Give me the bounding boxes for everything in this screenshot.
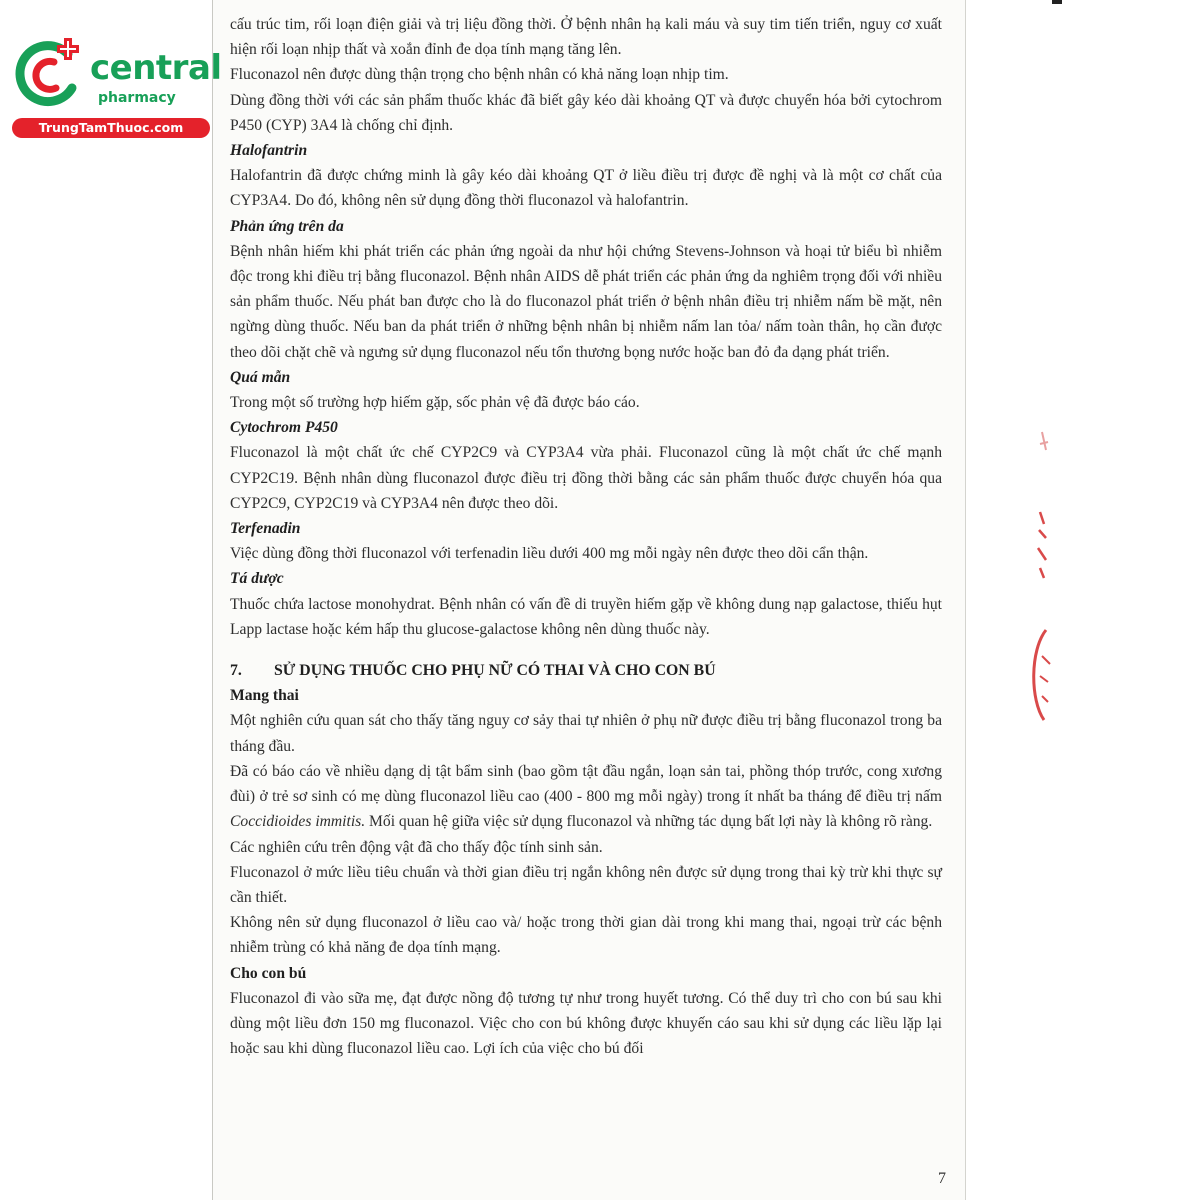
breastfeeding-paragraph: Fluconazol đi vào sữa mẹ, đạt được nồng độ tương tự như trong huyết tương. Có thể duy trì cho con bú sau khi dùng một liều đơn 150 mg fluconazol. Việc cho con bú không được khuyến cáo sau khi sử dụng các liều lặp lại hoặc sau khi dùng fluconazol liều cao. Lợi ích của việc cho bú đối	[230, 989, 942, 1058]
paragraph: Dùng đồng thời với các sản phẩm thuốc khác đã biết gây kéo dài khoảng QT và được chuyển hóa bởi cytochrom P450 (CYP) 3A4 là chống chỉ định.	[230, 91, 942, 134]
logo-brand-name: central	[90, 48, 222, 88]
pregnancy-paragraph-4: Fluconazol ở mức liều tiêu chuẩn và thời gian điều trị ngắn không nên được sử dụng trong thai kỳ trừ khi thực sự cần thiết.	[230, 863, 942, 906]
pregnancy-paragraph-1: Một nghiên cứu quan sát cho thấy tăng nguy cơ sảy thai tự nhiên ở phụ nữ được điều trị bằng fluconazol trong ba tháng đầu.	[230, 712, 942, 755]
section-number: 7.	[230, 662, 242, 680]
paragraph: Trong một số trường hợp hiếm gặp, sốc phản vệ đã được báo cáo.	[230, 394, 640, 412]
paragraph: Fluconazol nên được dùng thận trọng cho bệnh nhân có khả năng loạn nhịp tim.	[230, 66, 729, 84]
paragraph: cấu trúc tim, rối loạn điện giải và trị liệu đồng thời. Ở bệnh nhân hạ kali máu và suy tim tiến triển, nguy cơ xuất hiện rối loạn nhịp thất và xoắn đỉnh đe dọa tính mạng tăng lên.	[230, 16, 942, 59]
breastfeeding-heading: Cho con bú	[230, 964, 307, 982]
section-7-heading	[230, 658, 942, 683]
page-number: 7	[938, 1170, 946, 1187]
pregnancy-paragraph-2	[230, 759, 942, 835]
section-title: SỬ DỤNG THUỐC CHO PHỤ NỮ CÓ THAI VÀ CHO CON BÚ	[274, 662, 716, 680]
scan-edge-mark	[1052, 0, 1062, 4]
document-body	[230, 12, 942, 1061]
paragraph: Bệnh nhân hiếm khi phát triển các phản ứng ngoài da như hội chứng Stevens-Johnson và hoại tử biểu bì nhiễm độc trong khi điều trị bằng fluconazol. Bệnh nhân AIDS dễ phát triển các phản ứng da nghiêm trọng đối với nhiều sản phẩm thuốc. Nếu phát ban được cho là do fluconazol phát triển ở bệnh nhân điều trị nhiễm nấm bề mặt, nên ngừng dùng thuốc. Nếu ban da phát triển ở những bệnh nhân bị nhiễm nấm lan tỏa/ nấm toàn thân, họ cần được theo dõi chặt chẽ và ngưng sử dụng fluconazol nếu tổn thương bọng nước hoặc ban đỏ đa dạng phát triển.	[230, 242, 942, 361]
subsection-heading: Tá dược	[230, 570, 284, 588]
red-stamp-fragment	[1026, 420, 1066, 740]
pregnancy-heading: Mang thai	[230, 687, 299, 705]
paragraph-text: Mối quan hệ giữa việc sử dụng fluconazol và những tác dụng bất lợi này là không rõ ràng.	[365, 813, 933, 831]
paragraph: Fluconazol là một chất ức chế CYP2C9 và CYP3A4 vừa phải. Fluconazol cũng là một chất ức chế mạnh CYP2C19. Bệnh nhân dùng fluconazol được điều trị đồng thời bằng các sản phẩm thuốc được chuyển hóa qua CYP2C9, CYP2C19 và CYP3A4 nên được theo dõi.	[230, 444, 942, 512]
subsection-heading: Terfenadin	[230, 520, 301, 538]
subsection-heading: Cytochrom P450	[230, 419, 338, 437]
paragraph: Halofantrin đã được chứng minh là gây kéo dài khoảng QT ở liều điều trị được đề nghị và là một cơ chất của CYP3A4. Do đó, không nên sử dụng đồng thời fluconazol và halofantrin.	[230, 167, 942, 210]
subsection-heading: Phản ứng trên da	[230, 217, 344, 235]
species-name: Coccidioides immitis.	[230, 813, 366, 831]
logo-url-badge[interactable]: TrungTamThuoc.com	[12, 118, 210, 138]
paragraph: Thuốc chứa lactose monohydrat. Bệnh nhân có vấn đề di truyền hiếm gặp về không dung nạp galactose, thiếu hụt Lapp lactase hoặc kém hấp thu glucose-galactose không nên dùng thuốc này.	[230, 595, 942, 638]
pregnancy-paragraph-5: Không nên sử dụng fluconazol ở liều cao và/ hoặc trong thời gian dài trong khi mang thai, ngoại trừ các bệnh nhiễm trùng có khả năng đe dọa tính mạng.	[230, 914, 942, 957]
pregnancy-paragraph-3: Các nghiên cứu trên động vật đã cho thấy độc tính sinh sản.	[230, 838, 603, 856]
subsection-heading: Halofantrin	[230, 142, 308, 160]
logo-subtitle: pharmacy	[98, 90, 176, 106]
central-pharmacy-logo[interactable]	[10, 36, 222, 140]
precautions-section	[230, 12, 942, 642]
paragraph: Việc dùng đồng thời fluconazol với terfenadin liều dưới 400 mg mỗi ngày nên được theo dõi cẩn thận.	[230, 545, 869, 563]
logo-c-cross-icon	[10, 36, 90, 116]
paragraph-text: Đã có báo cáo về nhiều dạng dị tật bẩm sinh (bao gồm tật đầu ngắn, loạn sản tai, phồng thóp trước, cong xương đùi) ở trẻ sơ sinh có mẹ dùng fluconazol liều cao (400 - 800 mg mỗi ngày) trong ít nhất ba tháng để điều trị nấm	[230, 762, 942, 806]
subsection-heading: Quá mẫn	[230, 368, 291, 386]
